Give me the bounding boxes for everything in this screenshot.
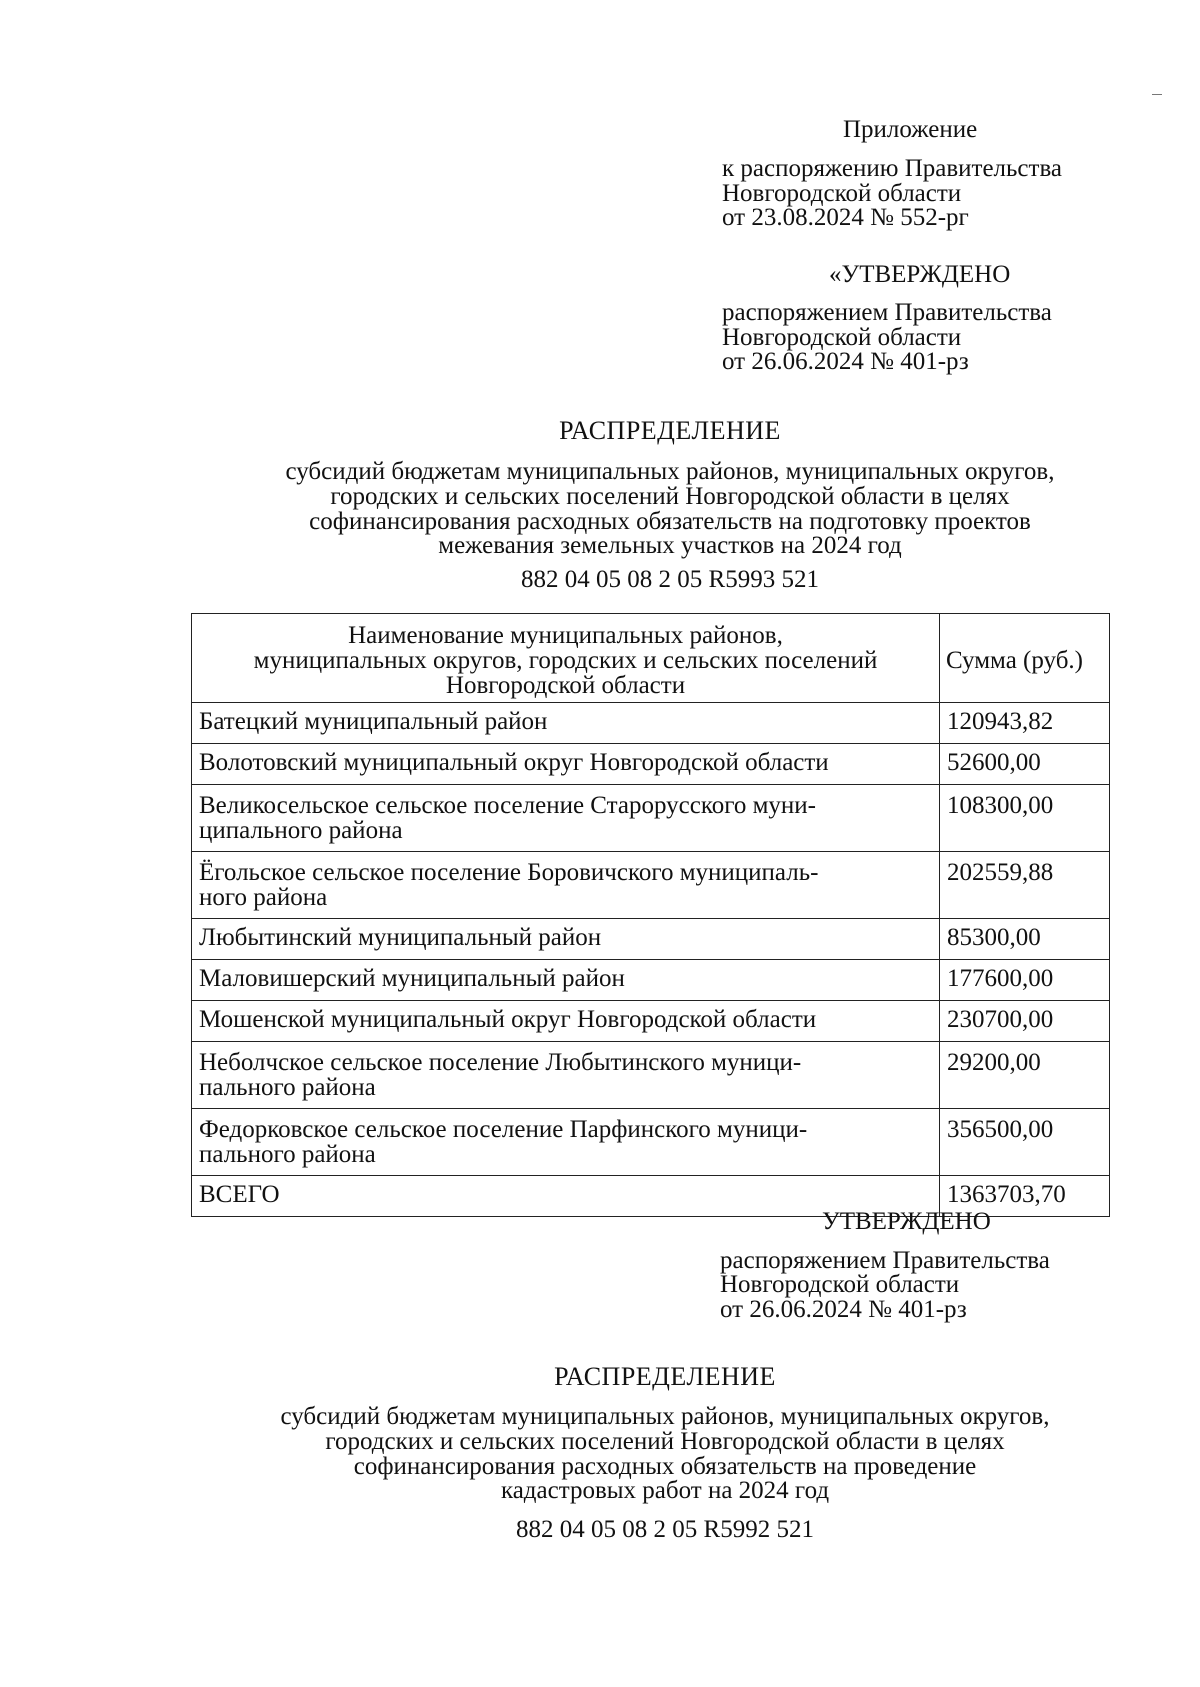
total-sum-cell: 1363703,70 [940,1176,1110,1217]
row-name-cell [192,1109,940,1176]
row-name-line: пального района [199,1141,376,1168]
row-sum-cell: 202559,88 [940,852,1110,919]
row-sum-cell: 29200,00 [940,1042,1110,1109]
header-sum-cell: Сумма (руб.) [940,614,1110,703]
row-sum-cell: 177600,00 [940,960,1110,1001]
table-row [192,1109,1110,1176]
row-name-cell [192,919,940,960]
header-name-line: Новгородской области [445,671,686,699]
row-name-cell [192,1001,940,1042]
table-row [192,960,1110,1001]
approved2-line-1: распоряжением Правительства [720,1247,1050,1274]
row-name-cell [192,960,940,1001]
row-name-line: Маловишерский муниципальный район [199,965,625,992]
distribution-table [191,613,1110,1217]
row-name-line: Мошенской муниципальный округ Новгородской области [199,1006,817,1033]
header-name-line: Наименование муниципальных районов, [348,621,783,649]
margin-mark [1152,94,1162,95]
row-name-line: Неболчское сельское поселение Любытинского муници- [199,1049,802,1076]
row-sum-cell: 85300,00 [940,919,1110,960]
row-name-line: Великосельское сельское поселение Старорусского муни- [199,792,816,819]
header-name-cell [192,614,940,703]
approved-title-1: «УТВЕРЖДЕНО [829,261,1011,288]
row-sum-cell: 120943,82 [940,703,1110,744]
approved1-line-3: от 26.06.2024 № 401-рз [722,348,969,375]
row-sum-cell: 108300,00 [940,785,1110,852]
table-row [192,1042,1110,1109]
approved2-line-3: от 26.06.2024 № 401-рз [720,1296,967,1323]
row-sum-cell: 52600,00 [940,744,1110,785]
section2-heading: РАСПРЕДЕЛЕНИЕ [554,1362,776,1391]
table-header-row [192,614,1110,703]
table-row [192,785,1110,852]
table-row [192,1001,1110,1042]
appendix-title: Приложение [843,116,978,143]
section1-subtitle-2: городских и сельских поселений Новгородской области в целях [330,483,1010,510]
appendix-line-2: Новгородской области [722,180,962,207]
row-name-cell [192,744,940,785]
row-name-line: ципального района [199,817,403,844]
section1-budget-code: 882 04 05 08 2 05 R5993 521 [521,566,819,593]
table-row [192,852,1110,919]
row-name-line: пального района [199,1074,376,1101]
appendix-line-3: от 23.08.2024 № 552-рг [722,204,969,231]
section2-subtitle-3: софинансирования расходных обязательств на проведение [353,1453,977,1480]
row-name-cell [192,785,940,852]
section1-subtitle-3: софинансирования расходных обязательств на подготовку проектов [309,508,1031,535]
section2-subtitle-4: кадастровых работ на 2024 год [500,1477,830,1504]
row-sum-cell: 356500,00 [940,1109,1110,1176]
row-name-cell [192,1042,940,1109]
section1-subtitle-4: межевания земельных участков на 2024 год [438,532,902,559]
section2-subtitle-1: субсидий бюджетам муниципальных районов, муниципальных округов, [280,1403,1050,1430]
row-name-line: Федорковское сельское поселение Парфинского муници- [199,1116,808,1143]
section2-budget-code: 882 04 05 08 2 05 R5992 521 [516,1516,814,1543]
row-name-cell [192,852,940,919]
section1-heading: РАСПРЕДЕЛЕНИЕ [559,416,781,445]
table-row [192,744,1110,785]
approved2-line-2: Новгородской области [720,1271,960,1298]
row-name-line: Батецкий муниципальный район [199,708,548,735]
approved1-line-1: распоряжением Правительства [722,299,1052,326]
row-name-line: Ёгольское сельское поселение Боровичского муниципаль- [199,859,819,886]
appendix-line-1: к распоряжению Правительства [722,155,1063,182]
approved-title-2: УТВЕРЖДЕНО [822,1208,991,1235]
row-name-line: ного района [199,884,328,911]
row-name-line: Любытинский муниципальный район [199,924,602,951]
total-label: ВСЕГО [199,1181,280,1208]
row-name-line: Волотовский муниципальный округ Новгородской области [199,749,829,776]
section2-subtitle-2: городских и сельских поселений Новгородской области в целях [325,1428,1005,1455]
table-row [192,703,1110,744]
row-sum-cell: 230700,00 [940,1001,1110,1042]
header-name-line: муниципальных округов, городских и сельских поселений [253,646,878,674]
table-row [192,919,1110,960]
section1-subtitle-1: субсидий бюджетам муниципальных районов, муниципальных округов, [285,458,1055,485]
approved1-line-2: Новгородской области [722,324,962,351]
row-name-cell [192,703,940,744]
